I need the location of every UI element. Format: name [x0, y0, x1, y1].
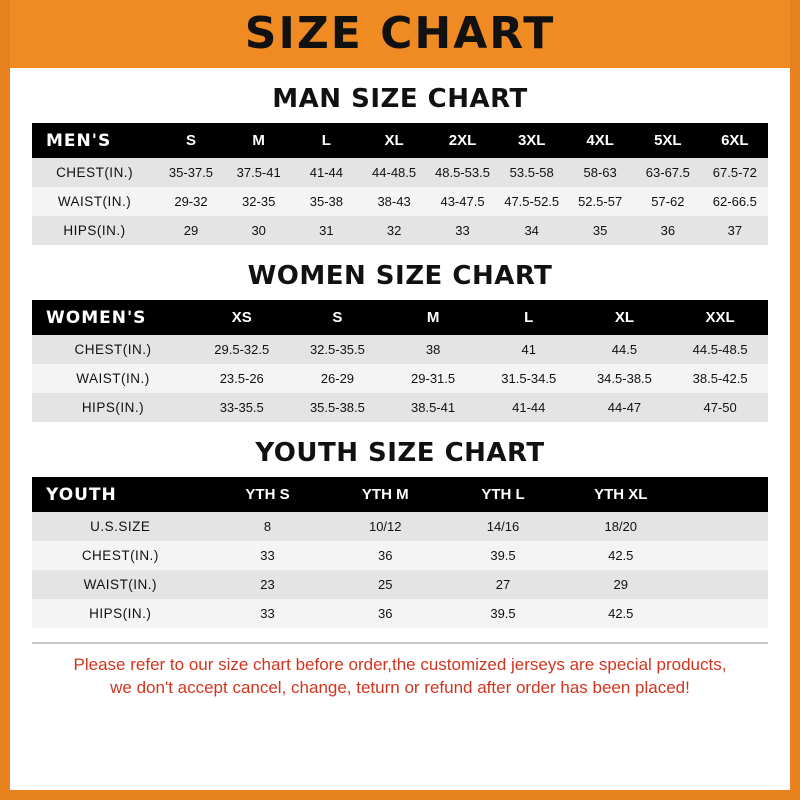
women-waist-m: 29-31.5: [411, 371, 456, 386]
men-header-xl: XL: [360, 123, 428, 158]
men-chest-4xl: 58-63: [583, 165, 617, 180]
youth-chest-label: CHEST(IN.): [81, 548, 159, 563]
men-chest-2xl: 48.5-53.5: [435, 165, 490, 180]
youth-waist-xl: 29: [613, 577, 628, 592]
men-waist-s: 29-32: [174, 194, 208, 209]
youth-ussize-l: 14/16: [486, 519, 520, 534]
men-hips-xl: 32: [386, 223, 402, 238]
page-banner: [10, 0, 790, 68]
youth-hips-blank: [680, 599, 768, 628]
women-header-xxl: XXL: [672, 300, 768, 335]
men-header-2xl: 2XL: [428, 123, 497, 158]
youth-ussize-s: 8: [263, 519, 272, 534]
women-waist-s: 26-29: [320, 371, 355, 386]
men-header-4xl: 4XL: [566, 123, 634, 158]
table-row: [32, 512, 768, 541]
men-waist-l: 35-38: [309, 194, 343, 209]
youth-header-blank: [680, 477, 768, 512]
men-waist-m: 32-35: [242, 194, 276, 209]
table-header-row: [32, 477, 768, 512]
footer-disclaimer: [32, 642, 768, 700]
men-hips-label: HIPS(IN.): [63, 223, 126, 238]
women-header-l: L: [481, 300, 577, 335]
youth-hips-label: HIPS(IN.): [89, 606, 152, 621]
men-waist-4xl: 52.5-57: [578, 194, 623, 209]
youth-ussize-blank: [680, 512, 768, 541]
women-chest-xxl: 44.5-48.5: [692, 342, 748, 357]
women-hips-xxl: 47-50: [703, 400, 737, 415]
table-row: [32, 364, 768, 393]
men-header-6xl: 6XL: [702, 123, 768, 158]
youth-header-m: YTH M: [326, 477, 444, 512]
women-header-m: M: [385, 300, 481, 335]
women-hips-xs: 33-35.5: [219, 400, 264, 415]
youth-hips-s: 33: [260, 606, 275, 621]
youth-chest-blank: [680, 541, 768, 570]
women-waist-l: 31.5-34.5: [501, 371, 557, 386]
men-waist-6xl: 62-66.5: [712, 194, 757, 209]
women-waist-xs: 23.5-26: [219, 371, 264, 386]
table-row: [32, 335, 768, 364]
youth-waist-m: 25: [378, 577, 393, 592]
men-header-s: S: [157, 123, 225, 158]
women-chest-label: CHEST(IN.): [74, 342, 152, 357]
youth-hips-m: 36: [378, 606, 393, 621]
page-title: SIZE CHART: [244, 8, 556, 59]
men-chest-5xl: 63-67.5: [645, 165, 690, 180]
youth-ussize-xl: 18/20: [604, 519, 638, 534]
men-header-l: L: [293, 123, 361, 158]
women-header-label: WOMEN'S: [32, 300, 194, 335]
men-waist-3xl: 47.5-52.5: [504, 194, 560, 209]
women-chest-l: 41: [521, 342, 536, 357]
men-chest-6xl: 67.5-72: [712, 165, 757, 180]
men-waist-2xl: 43-47.5: [440, 194, 485, 209]
youth-chest-l: 39.5: [490, 548, 516, 563]
men-header-5xl: 5XL: [634, 123, 702, 158]
youth-header-l: YTH L: [444, 477, 562, 512]
footer-line-1: Please refer to our size chart before order,the customized jerseys are special products,: [73, 655, 727, 674]
women-hips-l: 41-44: [512, 400, 546, 415]
women-section-title: WOMEN SIZE CHART: [247, 261, 553, 291]
youth-ussize-m: 10/12: [368, 519, 402, 534]
women-header-xs: XS: [194, 300, 290, 335]
women-size-table: [32, 300, 768, 422]
women-chest-s: 32.5-35.5: [309, 342, 365, 357]
women-waist-xl: 34.5-38.5: [596, 371, 652, 386]
men-chest-s: 35-37.5: [168, 165, 214, 180]
men-chest-m: 37.5-41: [236, 165, 281, 180]
men-hips-4xl: 35: [592, 223, 608, 238]
men-header-m: M: [225, 123, 293, 158]
men-hips-l: 31: [319, 223, 334, 238]
men-hips-6xl: 37: [727, 223, 743, 238]
youth-header-label: YOUTH: [32, 477, 209, 512]
table-header-row: [32, 123, 768, 158]
men-waist-label: WAIST(IN.): [57, 194, 132, 209]
table-row: [32, 158, 768, 187]
table-row: [32, 216, 768, 245]
table-row: [32, 393, 768, 422]
table-row: [32, 570, 768, 599]
footer-line-2: we don't accept cancel, change, teturn or refund after order has been placed!: [110, 677, 690, 697]
table-row: [32, 187, 768, 216]
women-chest-xl: 44.5: [611, 342, 638, 357]
table-row: [32, 599, 768, 628]
men-chest-3xl: 53.5-58: [509, 165, 554, 180]
youth-waist-s: 23: [260, 577, 275, 592]
women-waist-label: WAIST(IN.): [76, 371, 150, 386]
men-section-title: MAN SIZE CHART: [272, 84, 528, 114]
youth-waist-blank: [680, 570, 768, 599]
youth-waist-label: WAIST(IN.): [83, 577, 158, 592]
women-chest-xs: 29.5-32.5: [214, 342, 270, 357]
youth-hips-l: 39.5: [490, 606, 516, 621]
men-chest-l: 41-44: [309, 165, 343, 180]
women-waist-xxl: 38.5-42.5: [692, 371, 748, 386]
youth-waist-l: 27: [495, 577, 511, 592]
youth-chest-xl: 42.5: [608, 548, 634, 563]
men-waist-5xl: 57-62: [651, 194, 685, 209]
men-hips-3xl: 34: [524, 223, 539, 238]
women-hips-xl: 44-47: [607, 400, 642, 415]
youth-chest-s: 33: [260, 548, 275, 563]
women-header-s: S: [290, 300, 386, 335]
men-hips-m: 30: [251, 223, 266, 238]
table-header-row: [32, 300, 768, 335]
women-hips-s: 35.5-38.5: [309, 400, 365, 415]
chart-content: [10, 84, 790, 700]
men-hips-2xl: 33: [455, 223, 470, 238]
men-chest-label: CHEST(IN.): [56, 165, 134, 180]
youth-header-s: YTH S: [209, 477, 327, 512]
table-row: [32, 541, 768, 570]
men-waist-xl: 38-43: [377, 194, 411, 209]
men-hips-5xl: 36: [660, 223, 676, 238]
youth-section-title: YOUTH SIZE CHART: [255, 438, 545, 468]
men-hips-s: 29: [183, 223, 199, 238]
men-header-3xl: 3XL: [497, 123, 566, 158]
youth-header-xl: YTH XL: [562, 477, 680, 512]
men-size-table: [32, 123, 768, 245]
men-header-label: MEN'S: [32, 123, 157, 158]
women-hips-m: 38.5-41: [411, 400, 456, 415]
youth-hips-xl: 42.5: [608, 606, 634, 621]
women-hips-label: HIPS(IN.): [81, 400, 145, 415]
women-chest-m: 38: [425, 342, 441, 357]
women-header-xl: XL: [577, 300, 673, 335]
youth-chest-m: 36: [378, 548, 393, 563]
youth-size-table: [32, 477, 768, 628]
youth-ussize-label: U.S.SIZE: [90, 519, 151, 534]
men-chest-xl: 44-48.5: [372, 165, 417, 180]
